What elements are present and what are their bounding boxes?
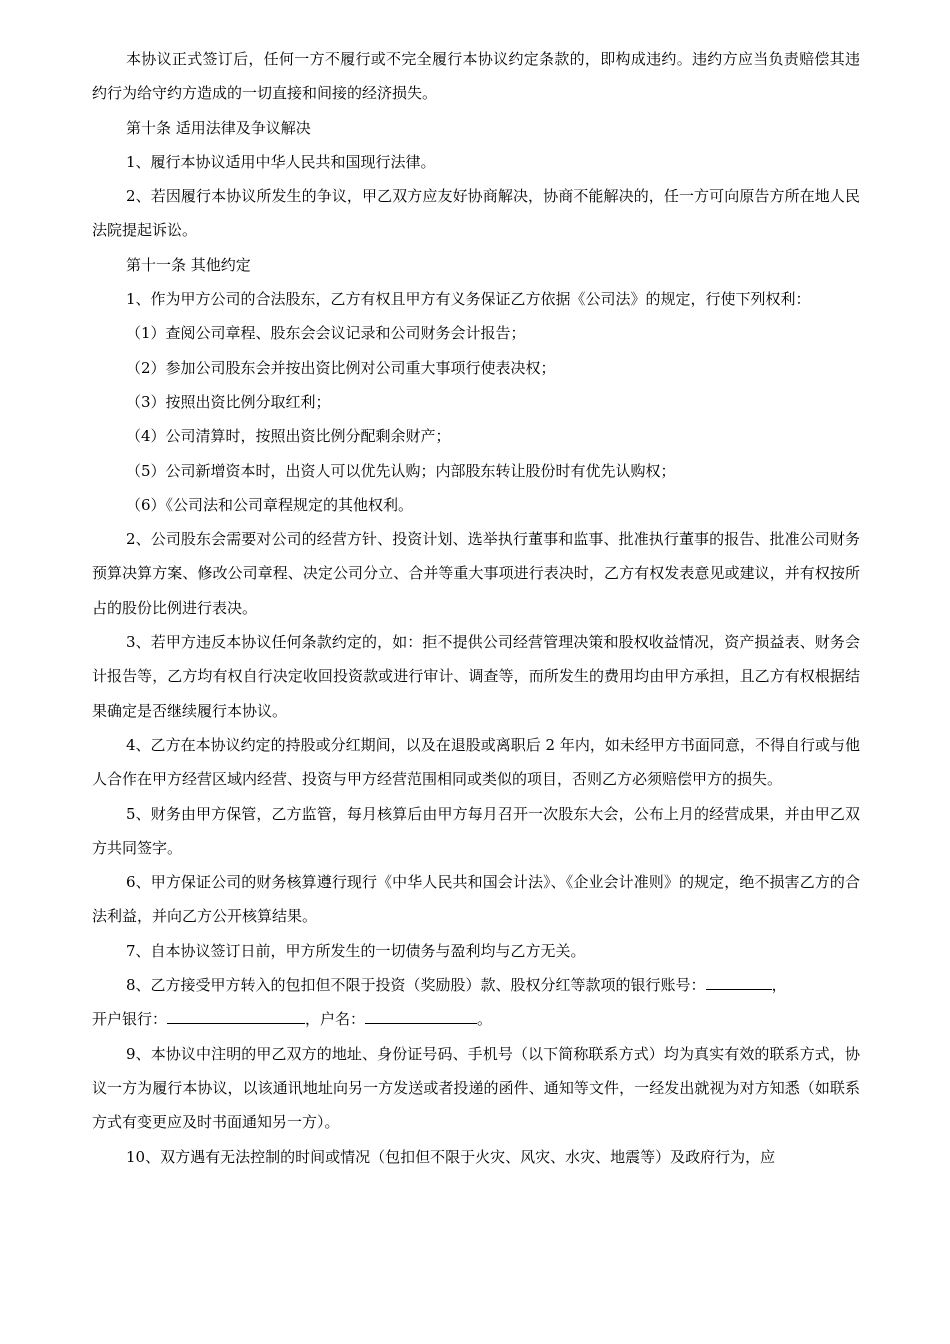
article-11-item-2: 2、公司股东会需要对公司的经营方针、投资计划、选举执行董事和监事、批准执行董事的报告、批准公司财务预算决算方案、修改公司章程、决定公司分立、合并等重大事项进行表决时，乙方有权发表意见或建议，并有权按所占的股份比例进行表决。 — [92, 530, 860, 617]
article-11-heading: 第十一条 其他约定 — [126, 255, 251, 274]
account-holder-blank[interactable] — [365, 1005, 477, 1024]
article-11-item-4: 4、乙方在本协议约定的持股或分红期间，以及在退股或离职后 2 年内，如未经甲方书面同意，不得自行或与他人合作在甲方经营区域内经营、投资与甲方经营范围相同或类似的项目，否则乙方必须赔偿甲方的损失。 — [92, 735, 860, 789]
article-11-item-7: 7、自本协议签订日前，甲方所发生的一切债务与盈利均与乙方无关。 — [126, 941, 586, 960]
right-item-1: （1）查阅公司章程、股东会会议记录和公司财务会计报告； — [126, 324, 526, 343]
breach-paragraph: 本协议正式签订后，任何一方不履行或不完全履行本协议约定条款的，即构成违约。违约方应当负责赔偿其违约行为给守约方造成的一切直接和间接的经济损失。 — [92, 50, 860, 103]
account-holder-label: ，户名： — [305, 1010, 366, 1029]
bank-account-blank[interactable] — [706, 971, 772, 990]
document-page — [92, 42, 860, 1174]
article-10-item-2: 2、若因履行本协议所发生的争议，甲乙双方应友好协商解决，协商不能解决的，任一方可向原告方所在地人民法院提起诉讼。 — [92, 187, 860, 240]
article-11-item-1: 1、作为甲方公司的合法股东，乙方有权且甲方有义务保证乙方依据《公司法》的规定，行使下列权利： — [126, 290, 811, 309]
article-11-item-5: 5、财务由甲方保管，乙方监管，每月核算后由甲方每月召开一次股东大会，公布上月的经营成果，并由甲乙双方共同签字。 — [92, 804, 860, 857]
article-11-item-9: 9、本协议中注明的甲乙双方的地址、身份证号码、手机号（以下简称联系方式）均为真实有效的联系方式，协议一方为履行本协议，以该通讯地址向另一方发送或者投递的函件、通知等文件，一经发出就视为对方知悉（如联系方式有变更应及时书面通知另一方）。 — [92, 1044, 860, 1132]
right-item-3: （3）按照出资比例分取红利； — [126, 392, 331, 411]
bank-info-line — [92, 1002, 860, 1036]
article-11-item-8 — [92, 968, 860, 1002]
right-item-4: （4）公司清算时，按照出资比例分配剩余财产； — [126, 427, 451, 446]
bank-account-comma: ， — [771, 976, 787, 995]
bank-name-label: 开户银行： — [92, 1010, 168, 1029]
article-11-item-10: 10、双方遇有无法控制的时间或情况（包扣但不限于火灾、风灾、水灾、地震等）及政府行为，应 — [126, 1147, 776, 1166]
right-item-5: （5）公司新增资本时，出资人可以优先认购；内部股东转让股份时有优先认购权； — [126, 461, 676, 480]
bank-name-blank[interactable] — [167, 1005, 305, 1024]
article-11-item-3: 3、若甲方违反本协议任何条款约定的，如：拒不提供公司经营管理决策和股权收益情况，资产损益表、财务会计报告等，乙方均有权自行决定收回投资款或进行审计、调查等，而所发生的费用均由甲方承担，且乙方有权根据结果确定是否继续履行本协议。 — [92, 633, 860, 720]
bank-info-end: 。 — [477, 1010, 493, 1029]
right-item-6: （6）《公司法和公司章程规定的其他权利。 — [126, 495, 414, 514]
article-10-item-1: 1、履行本协议适用中华人民共和国现行法律。 — [126, 152, 436, 171]
article-10-heading: 第十条 适用法律及争议解决 — [126, 118, 311, 137]
bank-account-label: 8、乙方接受甲方转入的包扣但不限于投资（奖励股）款、股权分红等款项的银行账号： — [126, 976, 706, 995]
right-item-2: （2）参加公司股东会并按出资比例对公司重大事项行使表决权； — [126, 358, 556, 377]
article-11-item-6: 6、甲方保证公司的财务核算遵行现行《中华人民共和国会计法》、《企业会计准则》的规定，绝不损害乙方的合法利益，并向乙方公开核算结果。 — [92, 873, 860, 926]
